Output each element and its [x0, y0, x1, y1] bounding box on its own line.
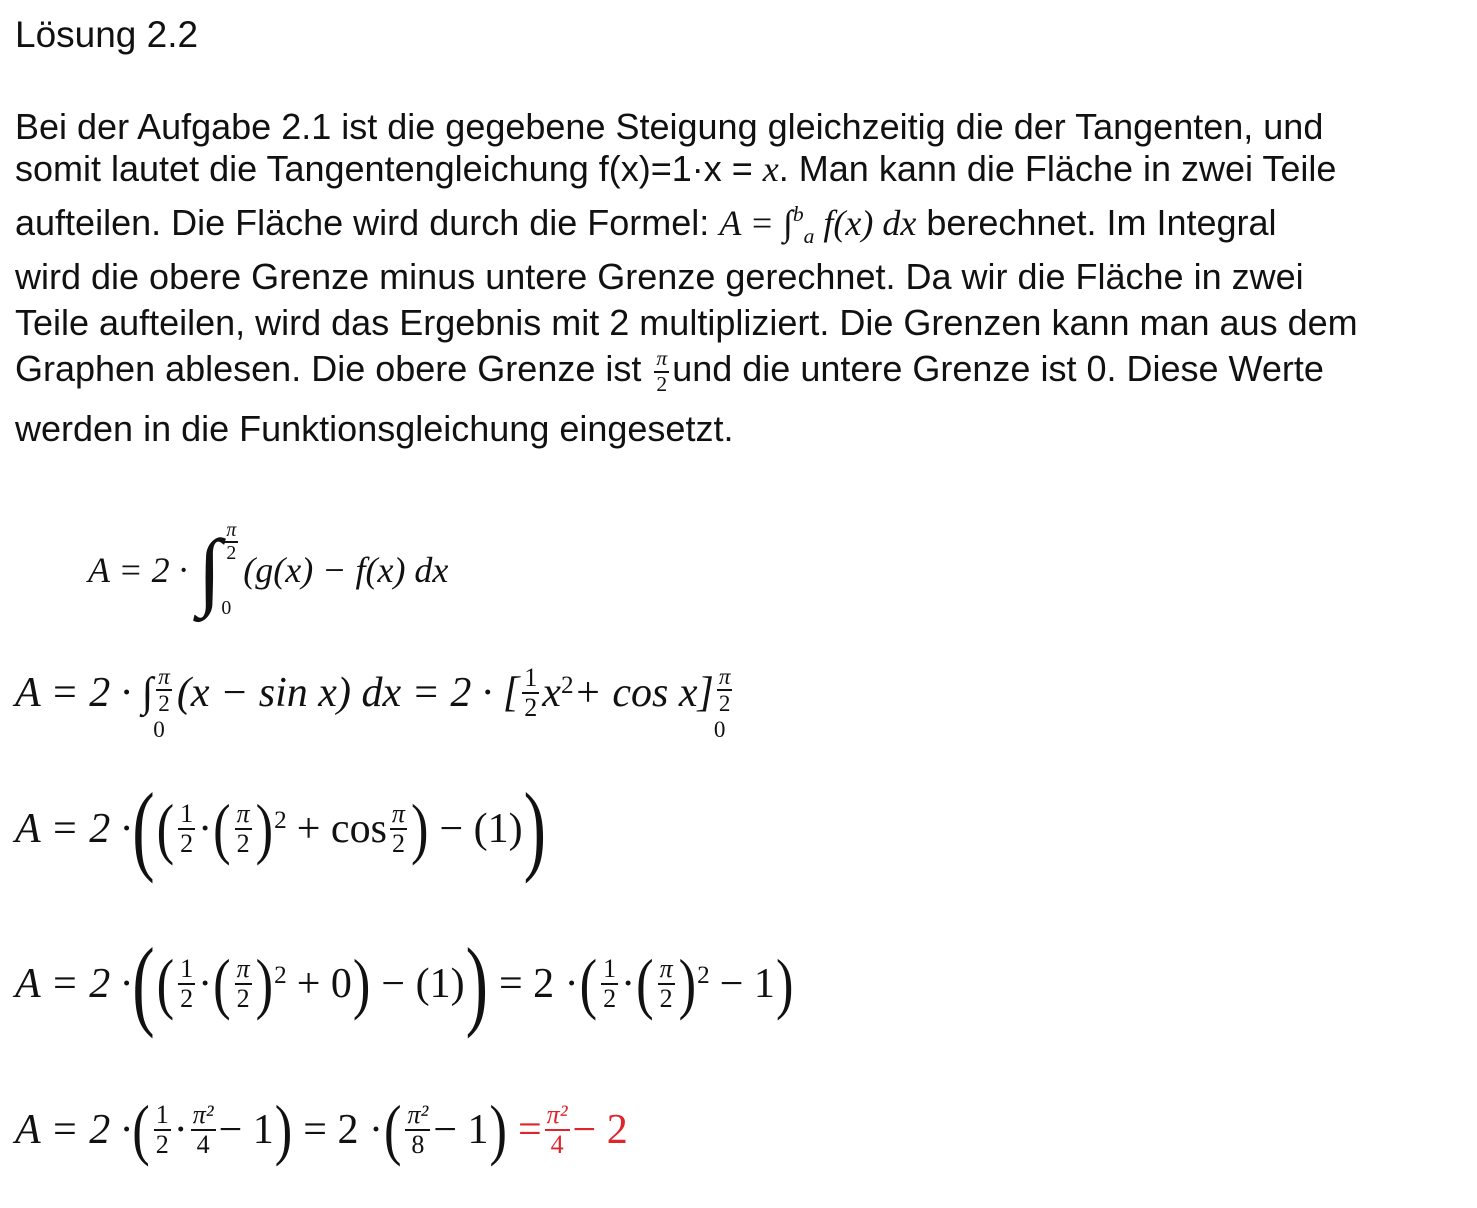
fraction — [154, 1099, 171, 1159]
numerator: π — [156, 665, 172, 691]
numerator: π — [235, 956, 252, 985]
para-line: werden in die Funktionsgleichung eingesetzt. — [15, 408, 734, 449]
term: = 2 · — [498, 961, 579, 1007]
fraction — [235, 798, 252, 858]
fraction — [390, 798, 407, 858]
dot: · — [621, 961, 636, 1007]
denominator: 2 — [236, 829, 250, 858]
denominator: 2 — [391, 829, 405, 858]
lhs: A = 2 · — [15, 806, 132, 852]
denominator: 2 — [155, 1130, 169, 1159]
upper-limit — [224, 518, 238, 565]
term: = 2 · — [303, 1107, 383, 1153]
cos-term: + cos — [296, 806, 387, 852]
term: − 1 — [719, 961, 775, 1007]
numerator: 1 — [178, 801, 195, 830]
text: somit lautet die Tangentengleichung f(x)=1·x = — [15, 148, 763, 189]
dot: · — [198, 806, 213, 852]
text: berechnet. Im Integral — [916, 202, 1277, 243]
numerator: 1 — [154, 1102, 171, 1131]
numerator: 1 — [601, 956, 618, 985]
term: − 1 — [433, 1107, 489, 1153]
denominator: 2 — [226, 542, 237, 565]
upper-limit — [156, 665, 172, 715]
fraction — [405, 1099, 430, 1159]
integral-sign: ∫ — [197, 522, 222, 618]
para-line: Bei der Aufgabe 2.1 ist die gegebene Steigung gleichzeitig die der Tangenten, und — [15, 106, 1324, 147]
text: . Man kann die Fläche in zwei Teile — [778, 148, 1337, 189]
fraction — [235, 953, 252, 1013]
upper-limit: b — [792, 202, 804, 226]
fraction — [658, 953, 675, 1013]
numerator: π — [658, 956, 675, 985]
numerator: π — [224, 521, 238, 544]
equation-1 — [88, 520, 448, 620]
math-formula: A = ∫ — [719, 203, 793, 243]
term: + cos x] — [573, 670, 714, 717]
numerator: π² — [545, 1102, 570, 1131]
denominator: 2 — [659, 984, 673, 1013]
term: − 1 — [218, 1107, 274, 1153]
lhs: A = 2 · ∫ — [15, 670, 154, 717]
fraction — [178, 798, 195, 858]
denominator: 4 — [196, 1130, 210, 1159]
lower-limit: 0 — [153, 715, 165, 742]
term: − (1) — [381, 961, 465, 1007]
denominator: 4 — [550, 1130, 564, 1159]
lower-limit: 0 — [713, 715, 726, 742]
fraction — [191, 1099, 216, 1159]
text: und die untere Grenze ist 0. Diese Werte — [672, 348, 1324, 390]
denominator: 2 — [603, 984, 617, 1013]
denominator: 2 — [524, 693, 538, 723]
denominator: 2 — [656, 371, 668, 396]
equals: = — [517, 1107, 542, 1153]
numerator: π — [235, 801, 252, 830]
numerator: 1 — [522, 665, 539, 694]
numerator: π — [717, 665, 733, 691]
upper-limit — [717, 665, 733, 715]
equation-3: A = 2 · ( ( $\frac{1}{2}$ · ( $\frac{\pi}{2}$ ) 2 + cos $\frac{\pi}{2}$ ) − (1) ) — [15, 772, 546, 885]
fraction — [601, 953, 618, 1013]
exponent: 2 — [274, 962, 287, 990]
lower-limit: 0 — [221, 596, 232, 619]
explanation-paragraph — [15, 102, 1475, 462]
para-line: wird die obere Grenze minus untere Grenze gerechnet. Da wir die Fläche in zwei — [15, 256, 1304, 297]
lower-limit: a — [803, 224, 815, 249]
integrand: (g(x) − f(x) dx — [243, 550, 449, 590]
fraction — [522, 665, 539, 721]
term: − (1) — [439, 806, 523, 852]
numerator: π² — [191, 1102, 216, 1131]
numerator: π — [654, 348, 669, 373]
eval-limits — [713, 663, 736, 742]
limits — [221, 518, 241, 620]
lhs: A = 2 · — [88, 550, 188, 590]
lhs: A = 2 · — [15, 1107, 132, 1153]
dot: · — [173, 1107, 188, 1153]
term: − 2 — [572, 1107, 628, 1153]
limits — [153, 663, 175, 742]
numerator: 1 — [178, 956, 195, 985]
denominator: 2 — [180, 829, 194, 858]
math-formula: f(x) dx — [814, 203, 917, 243]
fraction — [178, 953, 195, 1013]
para-line: Teile aufteilen, wird das Ergebnis mit 2 multipliziert. Die Grenzen kann man aus dem — [15, 302, 1358, 343]
integrand: (x − sin x) dx = 2 · [ — [176, 670, 520, 717]
equation-5: A = 2 · ( $\frac{1}{2}$ · $\frac{\text{π²}}{4}$ − 1 ) = 2 · ( $\frac{\text{π²}}{8}$ − 1 ) = $\frac{\text{π²}}{4}$ − 2 — [15, 1092, 628, 1168]
text: Graphen ablesen. Die obere Grenze ist — [15, 348, 652, 390]
numerator: π — [390, 801, 407, 830]
exponent: 2 — [274, 807, 287, 835]
para-line — [15, 148, 1336, 190]
para-line — [15, 202, 1277, 249]
denominator: 2 — [236, 984, 250, 1013]
exponent: 2 — [697, 962, 710, 990]
term: + 0 — [296, 961, 352, 1007]
denominator: 2 — [718, 690, 731, 717]
lhs: A = 2 · — [15, 961, 132, 1007]
fraction — [545, 1099, 570, 1159]
equation-2 — [15, 663, 737, 742]
para-line — [15, 348, 1324, 395]
fraction — [654, 348, 669, 395]
exponent: 2 — [560, 671, 574, 699]
term: x — [542, 670, 561, 717]
page-title: Lösung 2.2 — [15, 14, 199, 55]
denominator: 2 — [158, 690, 170, 717]
text: aufteilen. Die Fläche wird durch die Formel: — [15, 202, 720, 243]
denominator: 2 — [180, 984, 194, 1013]
equation-4: A = 2 · ( ( $\frac{1}{2}$ · ( $\frac{\pi}{2}$ ) 2 + 0 ) − (1) ) = 2 · ( $\frac{1}{2}$ · ( $\frac{\pi}{2}$ ) 2 − 1 ) — [15, 927, 794, 1040]
denominator: 8 — [411, 1130, 425, 1159]
dot: · — [198, 961, 213, 1007]
math-x: x — [762, 149, 779, 189]
result — [517, 1099, 628, 1159]
numerator: π² — [405, 1102, 430, 1131]
